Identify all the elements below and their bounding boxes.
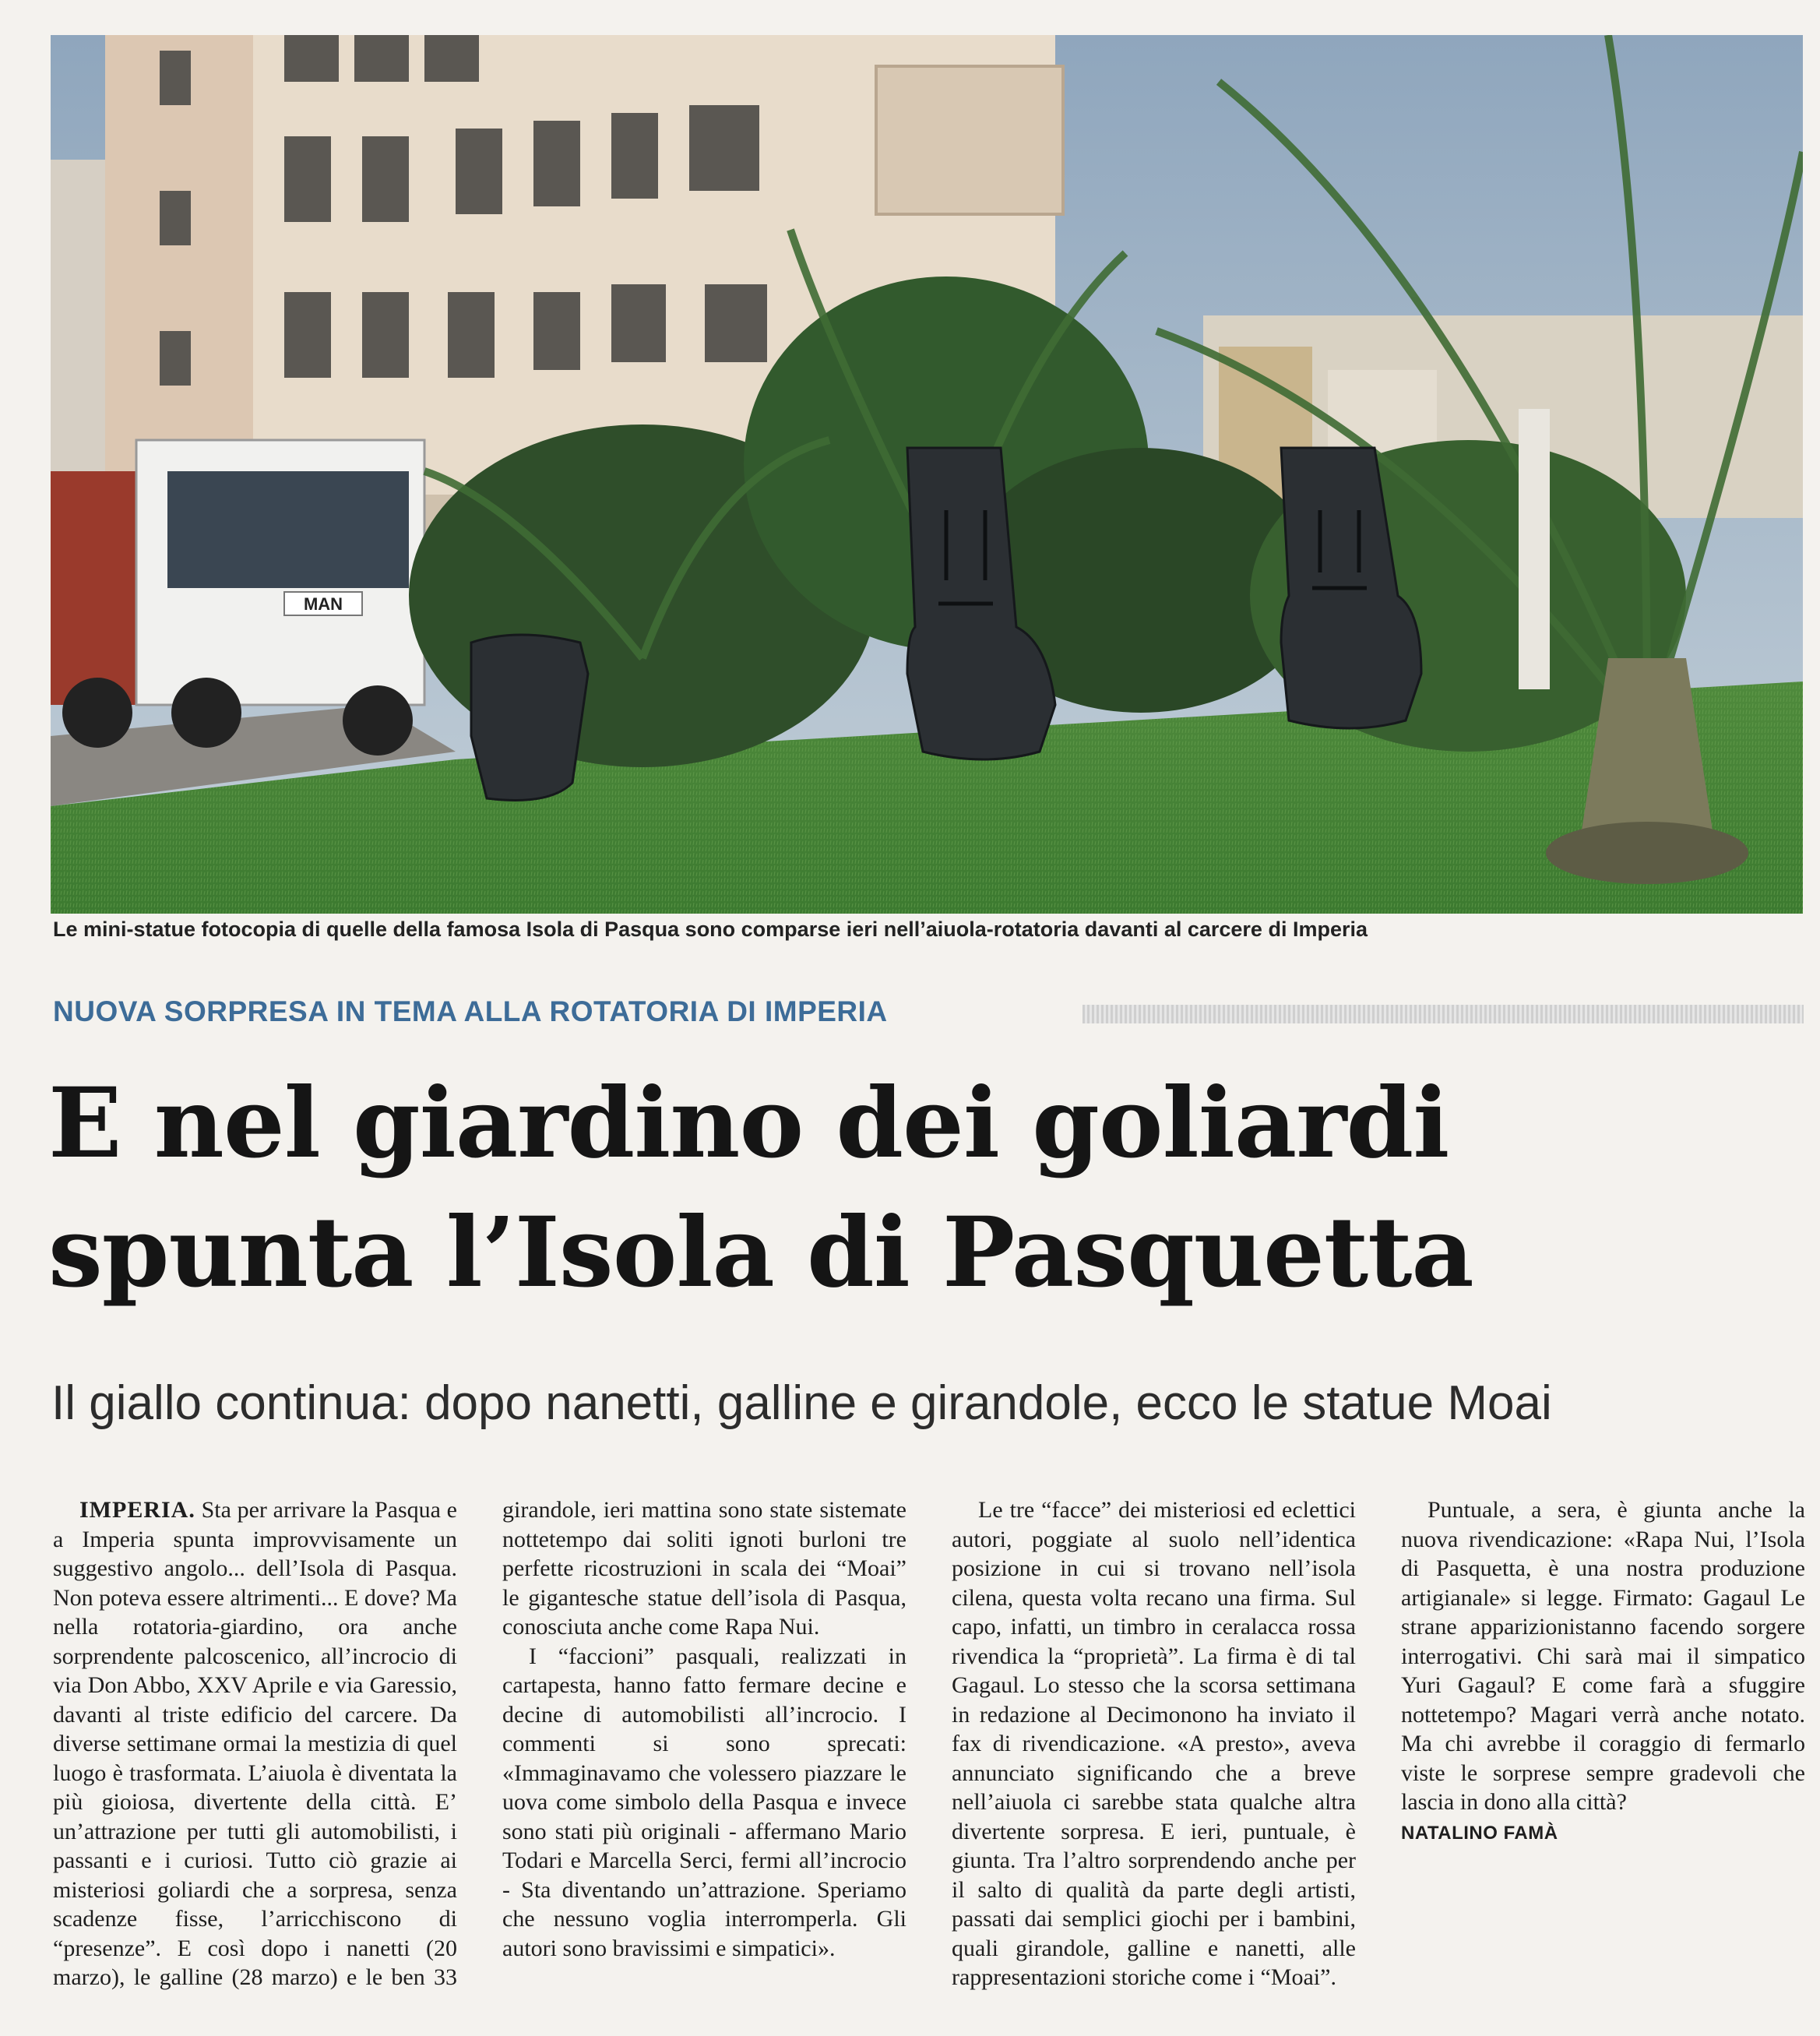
headline-line-1: E nel giardino dei goliardi <box>48 1067 1449 1180</box>
kicker-rule <box>1082 1005 1804 1023</box>
article-paragraph: Puntuale, a sera, è giunta anche la nuova rivendicazione: «Rapa Nui, l’Isola di Pasquetta, è una nostra produzione artigianale» si legge. Firmato: Gagaul Le strane apparizionistanno facendo sorgere interrogativi. Chi sarà mai il simpatico Yuri Gagaul? E come farà a sfuggire nottetempo? Magari verrà anche notato. Ma chi avrebbe il coraggio di fermarlo viste le sorprese sempre gradevoli che lascia in dono alla città? <box>1401 1497 1805 1815</box>
kicker-row <box>53 995 1804 1033</box>
photo-caption: Le mini-statue fotocopia di quelle della famosa Isola di Pasqua sono comparse ieri nell’aiuola-rotatoria davanti al carcere di Imperia <box>53 918 1368 941</box>
moai-roundabout-photo <box>51 35 1803 914</box>
moai-small <box>471 635 588 801</box>
byline: NATALINO FAMÀ <box>1401 1822 1558 1844</box>
headline-line-2: spunta l’Isola di Pasquetta <box>48 1196 1473 1309</box>
article-paragraph: I “faccioni” pasquali, realizzati in cartapesta, hanno fatto fermare decine e decine di automobilisti all’incrocio. I commenti si sono sprecati: «Immaginavamo che volessero piazzare le uova come simbolo della Pasqua e invece sono stati più originali - affermano Mario Todari e Marcella Serci, fermi all’incrocio - Sta diventando un’attrazione. Speriamo che nessuno voglia interromperla. Gli autori sono bravissimi e simpatici». <box>502 1643 906 1961</box>
article-paragraph: Le tre “facce” dei misteriosi ed eclettici autori, poggiate al suolo nell’identica posizione in cui si trovano nell’isola cilena, questa volta recano una firma. Sul capo, infatti, un timbro in ceralacca rossa rivendica la “proprietà”. La firma è di tal Gagaul. Lo stesso che la scorsa settimana in redazione al Decimonono ha inviato il fax di rivendicazione. «A presto», aveva annunciato significando che a breve nell’aiuola ci sarebbe stata qualche altra divertente sorpresa. E ieri, puntuale, è giunta. Tra l’altro sorprendendo anche per il salto di qualità da parte degli artisti, passati dai semplici giochi per i bambini, quali girandole, galline e nanetti, alle rappresentazioni storiche come i “Moai”. <box>952 1497 1356 1990</box>
dateline: IMPERIA. <box>79 1497 195 1523</box>
kicker: NUOVA SORPRESA IN TEMA ALLA ROTATORIA DI IMPERIA <box>53 995 888 1027</box>
article-body <box>53 1495 1805 2002</box>
paragraph-text: Sta per arrivare la Pasqua e a Imperia spunta improvvisamente un suggestivo angolo... dell’Isola di Pasqua. Non poteva essere altrimenti... E dove? Ma nella rotatoria-giardino, ora anche sorprendente palcoscenico, all’incrocio di via Don Abbo, XXV Aprile e via Garessio, davanti al triste edificio del carcere. Da diverse settimane ormai la mestizia di quel luogo è trasformata. L’aiuola è diventata la più gioiosa, divertente della città. E’ un’attrazione per tutti gli automobilisti, i passanti e i curiosi. Tutto ciò grazie ai misteriosi goliardi che a sorpresa, senza scadenze fisse, l’arricchiscono di “presenze”. E così dopo i nanetti (20 marzo), le galline (28 marzo) e le ben 33 girandole, ieri mattina sono state sistemate nottetempo dai soliti ignoti burloni tre perfette ricostruzioni in scala dei “Moai” le gigantesche statue dell’isola di Pasqua, conosciuta anche come Rapa Nui. <box>53 1497 906 1990</box>
truck-logo: MAN <box>303 594 343 614</box>
subheadline: Il giallo continua: dopo nanetti, galline e girandole, ecco le statue Moai <box>51 1376 1552 1430</box>
article-photo <box>51 35 1803 914</box>
headline <box>48 1059 1808 1318</box>
